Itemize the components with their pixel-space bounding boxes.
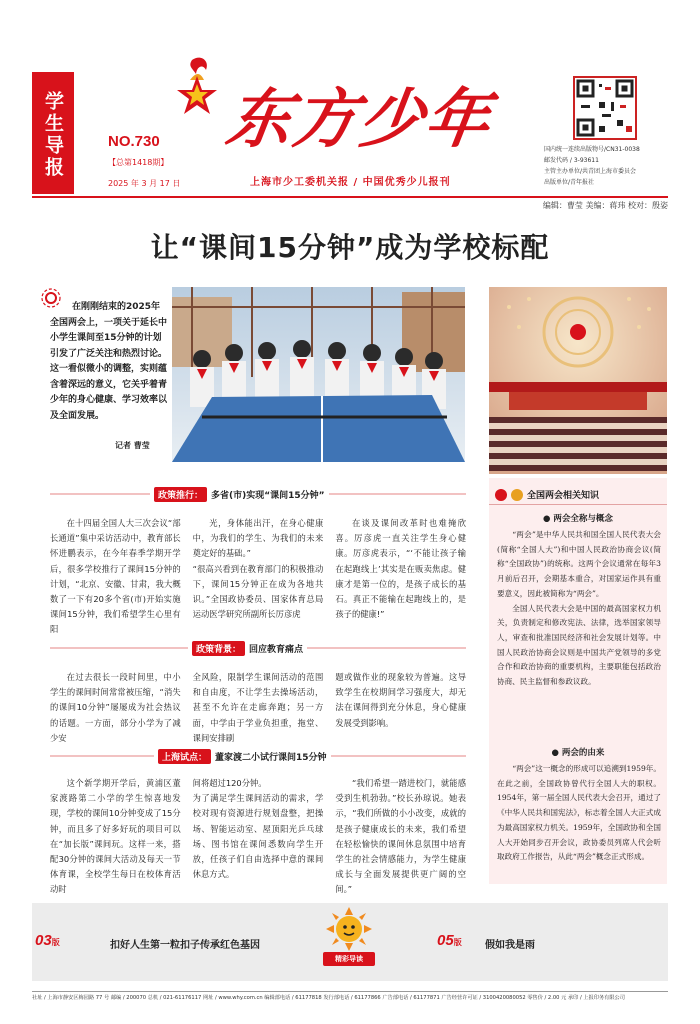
article-column: 光，身体能出汗，在身心健康中，为我们的学生、为我们的未来奠定好的基础。” “很高兴看到在教育部门的积极推动下，课间15分钟正在成为各地共识。”全国政协委员、国家体育总局运动医学研究所副所长厉彦虎 [192, 518, 324, 620]
knowledge-text-1 [497, 528, 661, 690]
section-title: 董家渡二小试行课间15分钟 [215, 752, 327, 763]
knowledge-paragraph: 全国人民代表大会是中国的最高国家权力机关，负责制定和修改宪法、法律，选举国家领导人，审查和批准国民经济和社会发展计划等。中国人民政治协商会议则是中国共产党领导的多党合作和政治协商的重要机构，主要职能包括政治协商、民主监督和参政议政。 [497, 603, 661, 687]
divider [489, 504, 667, 505]
article-column: 在过去很长一段时间里，中小学生的课间时间常常被压缩，“消失的课间10分钟”屡屡成为社会热议的话题。一方面，部分小学为了减少安 [50, 672, 181, 743]
knowledge-heading [495, 488, 599, 501]
page-headline: 让“课间15分钟”成为学校标配 [150, 231, 550, 264]
reporter-byline: 记者 曹莹 [115, 441, 150, 450]
teaser-page-link-03[interactable] [35, 932, 60, 949]
section-banner-shanghai [50, 748, 466, 764]
students-ping-pong-photo [172, 287, 465, 462]
section-body-background [50, 670, 466, 746]
section-tag-label: 上海试点： [158, 749, 211, 764]
intro-paragraph: 在刚刚结束的2025年全国两会上，一项关于延长中小学生课间至15分钟的计划引发了广泛关注和热烈讨论。这一看似微小的调整，实则蕴含着深远的意义，它关乎着青少年的身心健康、学习效率以及全面发展。 [50, 302, 168, 421]
two-sessions-hall-photo [489, 287, 667, 474]
section-tag-label: 政策背景： [192, 641, 245, 656]
meta-line: 主管主办单位/共青团上海市委员会 [544, 168, 637, 175]
teaser-page-unit: 版 [453, 938, 462, 947]
teaser-title-05[interactable]: 假如我是雨 [485, 940, 535, 951]
issue-date: 2025 年 3 月 17 日 [108, 179, 181, 188]
editor-credits: 编辑：曹莹 美编：蒋玮 校对：殷姿 [542, 201, 668, 210]
knowledge-paragraph: “两会”是中华人民共和国全国人民代表大会(简称“全国人大”)和中国人民政治协商会议(简称“全国政协”)的统称。这两个会议通常在每年3月前后召开，会期基本重合，对国家运作具有重要意义，因此被简称为“两会”。 [497, 530, 661, 598]
knowledge-paragraph: “两会”这一概念的形成可以追溯到1959年。在此之前，全国政协曾代行全国人大的职权。1954年，第一届全国人民代表大会召开，通过了《中华人民共和国宪法》，标志着全国人大正式成为最高国家权力机关。1959年，全国政协和全国人大开始同步召开会议，政协委员列席人代会听取政府工作报告，从此“两会”概念正式形成。 [497, 764, 661, 862]
article-column: 在谈及课间改革时也难掩欣喜。厉彦虎一直关注学生身心健康。厉彦虎表示，“‘不能让孩子输在起跑线上’其实是在贩卖焦虑。健康才是第一位的，是孩子成长的基石。真正不能输在起跑线上的，是孩子的健康!” [335, 518, 467, 620]
issue-total: 【总第1418期】 [108, 158, 169, 167]
knowledge-sidebar [489, 478, 667, 884]
emblem-badge-icon [511, 489, 523, 501]
sun-mascot-icon [326, 907, 372, 951]
knowledge-heading-text: 全国两会相关知识 [527, 491, 600, 501]
newspaper-brand-title: 东方少年 [221, 82, 497, 157]
meta-line: 邮发代码 / 3-93611 [544, 157, 599, 164]
section-body-shanghai [50, 776, 466, 898]
teaser-title-03[interactable]: 扣好人生第一粒扣子传承红色基因 [110, 940, 260, 951]
section-tag: 学生导报 [32, 72, 74, 194]
article-column: “我们希望一踏进校门，就能感受到生机勃勃。”校长孙琼说。她表示，“我们所做的小小改变，成就的是孩子健康成长的未来，我们希望在轻松愉快的课间休息氛围中培育学生的社会情感能力，为学生健康成长与全面发展提供更广阔的空间。” [335, 778, 467, 895]
section-title: 回应教育痛点 [249, 644, 304, 655]
teaser-page-number: 03 [35, 932, 52, 949]
meta-line: 国内统一连续出版物号/CN31-0038 [544, 146, 640, 153]
publication-meta [544, 144, 684, 188]
torch-star-emblem-icon [170, 54, 224, 116]
newspaper-subtitle: 上海市少工委机关报 / 中国优秀少儿报刊 [250, 177, 451, 188]
section-banner-background [50, 640, 466, 656]
knowledge-subheading: ● 两会全称与概念 [543, 514, 613, 524]
issue-number: NO.730 [108, 133, 160, 150]
article-column: 这个新学期开学后，黄浦区董家渡路第二小学的学生惊喜地发现，学校的课间10分钟变成了15分钟，而且多了好多好玩的项目可以在“加长版”课间玩。这样一来，搭配30分钟的课间大活动及每天一节体育课，全校学生每日在校体育活动时 [50, 778, 181, 895]
teaser-page-unit: 版 [51, 938, 60, 947]
emblem-badge-icon [495, 489, 507, 501]
knowledge-subheading: ● 两会的由来 [551, 748, 605, 758]
knowledge-text-2 [497, 762, 661, 865]
qr-code-icon [573, 76, 637, 140]
article-column: 全风险，限制学生课间活动的范围和自由度，不让学生去操场活动，甚至不允许在走廊奔跑；另一方面，中学由于学业负担重，拖堂、课间安排刷 [192, 672, 324, 743]
teaser-page-link-05[interactable] [437, 932, 462, 949]
article-column: 题或做作业的现象较为普遍。这导致学生在校期间学习强度大，却无法在课间得到充分休息，身心健康发展受到影响。 [335, 672, 467, 728]
section-body-policy [50, 516, 466, 638]
teaser-center-label: 精彩导读 [323, 952, 375, 966]
section-title: 多省(市)实现“课间15分钟” [211, 490, 325, 501]
section-banner-policy [50, 486, 466, 502]
publisher-info: 社址 / 上海市静安区梅园路 77 号 邮编 / 200070 总机 / 021-61176117 网址 / www.why.com.cn 编辑部电话 / 61177818 发行部电话 / 61177866 广告部电话 / 61177871 广告经营许可证 / 3100420080052 零售价 / 2.00 元 承印 / 上报印务有限公司 [32, 995, 625, 1001]
meta-line: 出版单位/青年报社 [544, 179, 595, 186]
article-column: 在十四届全国人大三次会议“部长通道”集中采访活动中，教育部长怀进鹏表示，在今年春季学期开学后，很多学校推行了课间15分钟的计划，“北京、安徽、甘肃，我大概数了一下有20多个省(市)开始实施课间15分钟，我们希望学生心里有阳 [50, 518, 181, 635]
article-column: 间将超过120分钟。 为了满足学生课间活动的需求，学校对现有资源进行规划盘整，把操场、智能运动室、屋顶阳光乒乓球场、图书馆在课间悉数向学生开放，任孩子们自由选择中意的课间休息方式。 [192, 778, 324, 880]
teaser-page-number: 05 [437, 932, 454, 949]
section-tag-label: 政策推行： [154, 487, 207, 502]
masthead-rule [32, 196, 668, 198]
footer-rule [32, 991, 668, 992]
